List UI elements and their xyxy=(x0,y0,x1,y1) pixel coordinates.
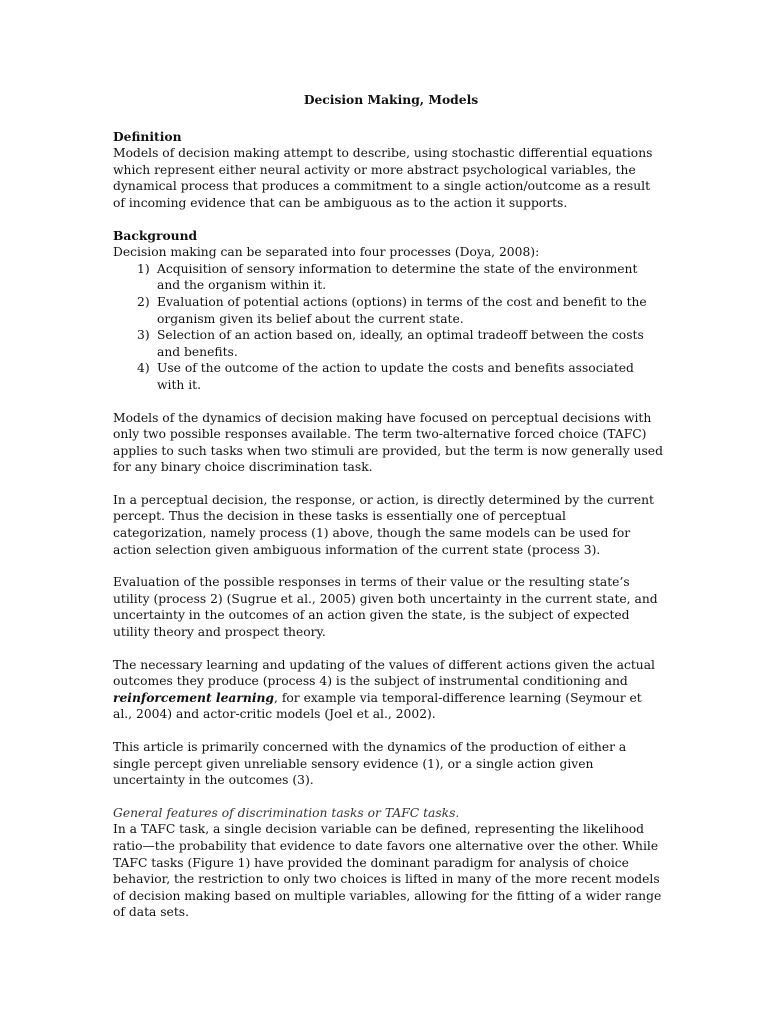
background-heading: Background xyxy=(113,227,198,243)
list-item-number: 1) xyxy=(137,261,150,276)
list-item-text: Use of the outcome of the action to update the costs and benefits associated with it. xyxy=(157,361,634,392)
background-intro: Decision making can be separated into four processes (Doya, 2008): xyxy=(113,245,540,260)
definition-section xyxy=(113,129,663,212)
list-item-text: Evaluation of potential actions (options) in terms of the cost and benefit to the organism given its belief about the current state. xyxy=(157,294,647,326)
list-item-number: 3) xyxy=(137,328,150,343)
paragraph-learning-start: The necessary learning and updating of the values of different actions given the actual outcomes they produce (process 4) is the subject of instrumental conditioning and xyxy=(113,657,655,689)
paragraph-learning xyxy=(113,657,663,723)
process-list-item xyxy=(113,294,663,327)
paragraph-evaluation: Evaluation of the possible responses in terms of their value or the resulting state’s utility (process 2) (Sugrue et al., 2005) given both uncertainty in the current state, and uncertainty in the outcomes of an action given the state, is the subject of expected utility theory and prospect theory. xyxy=(113,575,658,640)
definition-heading: Definition xyxy=(113,128,182,144)
list-item-text: Selection of an action based on, ideally, an optimal tradeoff between the costs and benefits. xyxy=(157,328,644,359)
list-item-text: Acquisition of sensory information to determine the state of the environment and the organism within it. xyxy=(157,261,638,293)
paragraph-tafc: Models of the dynamics of decision making have focused on perceptual decisions with only two possible responses available. The term two-alternative forced choice (TAFC) applies to such tasks when two stimuli are provided, but the term is now generally used for any binary choice discrimination task. xyxy=(113,410,663,475)
paragraph-scope: This article is primarily concerned with the dynamics of the production of either a single percept given unreliable sensory evidence (1), or a single action given uncertainty in the outcomes (3). xyxy=(113,740,627,788)
list-item-number: 2) xyxy=(137,294,150,309)
page-title: Decision Making, Models xyxy=(303,92,479,107)
general-features-heading: General features of discrimination tasks or TAFC tasks. xyxy=(113,805,460,820)
general-features-text: In a TAFC task, a single decision variable can be defined, representing the likelihood ratio—the probability that evidence to date favors one alternative over the other. While TAFC tasks (Figure 1) have provided the dominant paradigm for analysis of choice behavior, the restriction to only two choices is lifted in many of the more recent models of decision making based on multiple variables, allowing for the fitting of a wider range of data sets. xyxy=(113,822,662,920)
process-list-item xyxy=(113,327,663,360)
definition-text: Models of decision making attempt to describe, using stochastic differential equations which represent either neural activity or more abstract psychological variables, the dynamical process that produces a commitment to a single action/outcome as a result of incoming evidence that can be ambiguous as to the action it supports. xyxy=(113,146,653,210)
reinforcement-learning-term: reinforcement learning xyxy=(113,689,275,705)
general-features-section xyxy=(113,805,663,921)
process-list xyxy=(113,261,663,394)
list-item-number: 4) xyxy=(137,361,150,376)
background-section xyxy=(113,228,663,394)
process-list-item xyxy=(113,261,663,294)
paragraph-learning-end: , for example via temporal-difference learning (Seymour et al., 2004) and actor-critic models (Joel et al., 2002). xyxy=(113,690,642,722)
document-page xyxy=(113,92,663,921)
process-list-item xyxy=(113,360,663,393)
paragraph-perceptual-decision: In a perceptual decision, the response, or action, is directly determined by the current percept. Thus the decision in these tasks is essentially one of perceptual categorization, namely process (1) above, though the same models can be used for action selection given ambiguous information of the current state (process 3). xyxy=(113,492,654,557)
